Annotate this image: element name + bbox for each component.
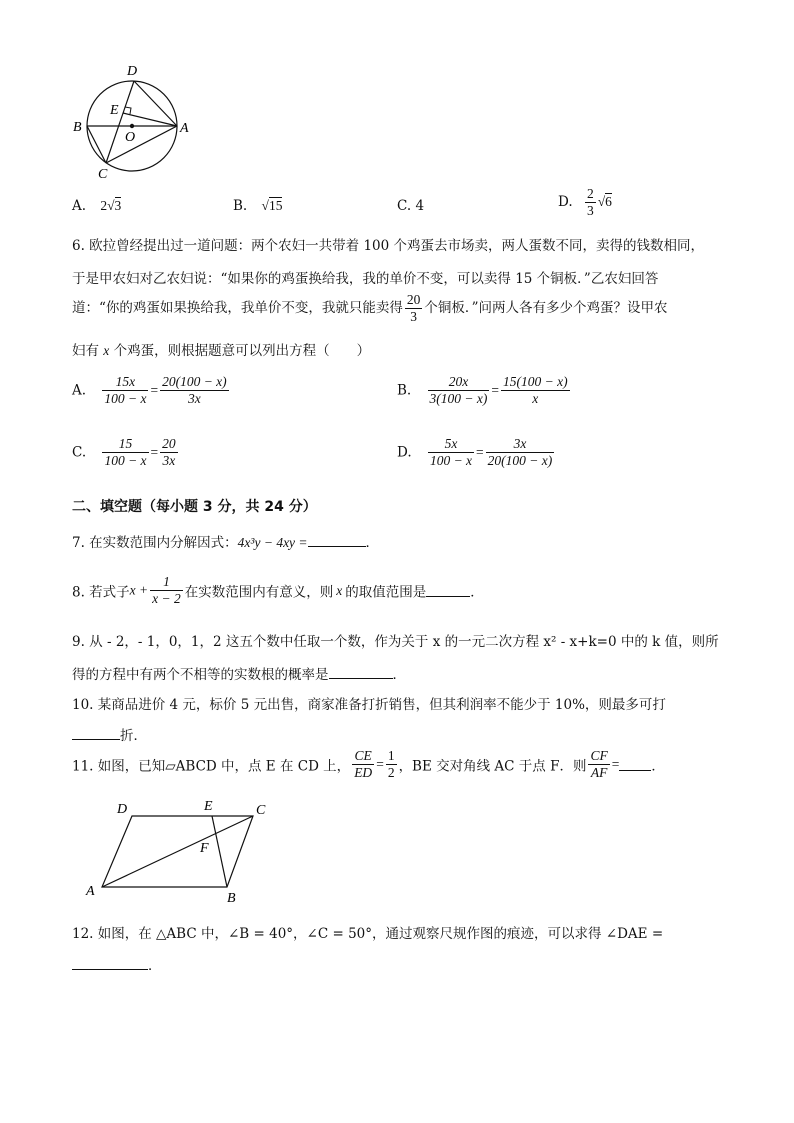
q11 [72,748,665,781]
label-c: C [256,803,266,818]
q6-line-3 [72,292,668,325]
radicand: 15 [268,198,283,213]
numerator: 20 [162,436,176,451]
denominator: x − 2 [152,591,181,606]
fraction-right [160,374,229,407]
equals: = [376,756,384,772]
numerator: 15x [102,374,148,391]
option-value: 4 [415,198,425,214]
denominator: 3 [586,203,594,218]
fraction-left [428,374,490,407]
option-label: B. [397,382,412,399]
equals: = [476,444,484,460]
label-e: E [110,103,119,118]
variable: x [103,343,110,358]
equals: = [150,382,159,398]
sqrt-sign: √ [107,198,115,213]
text: 道：“你的鸡蛋如果换给我，我单价不变，我就只能卖得 [72,300,403,316]
section-title: 二、填空题（每小题 3 分，共 24 分） [72,499,317,515]
numerator: 15 [102,436,148,453]
numerator: CE [352,748,374,765]
answer-blank[interactable] [329,666,393,679]
fraction-right [501,374,570,407]
denominator: 100 − x [104,453,147,468]
q6-line-2: 于是甲农妇对乙农妇说：“如果你的鸡蛋换给我，我的单价不变，可以卖得 15 个铜板．”乙农妇回答 [72,271,659,287]
fraction-cf-af [588,748,609,781]
radicand: 3 [114,198,122,213]
label-b: B [73,120,82,135]
q12-line-1: 12. 如图，在 △ABC 中，∠B = 40°，∠C = 50°，通过观察尺规作图的痕迹，可以求得 ∠DAE = [72,926,664,942]
option-label: C. [397,198,412,214]
label-a: A [86,884,95,899]
fraction-ce-ed [352,748,374,781]
denominator: 3x [162,453,176,468]
label-o: O [125,130,136,145]
answer-blank[interactable] [426,584,470,597]
center-dot [130,124,134,128]
text: 在实数范围内有意义，则 [184,584,334,601]
denominator: ED [354,765,373,780]
text: 得的方程中有两个不相等的实数根的概率是 [72,667,329,683]
q5-option-a [72,198,121,214]
fraction-right [486,436,555,469]
equals: = [491,382,499,398]
variable: x [336,582,343,598]
q5-option-b [233,198,282,214]
numerator: 20 [406,292,421,307]
parallelogram-figure [82,796,272,906]
answer-blank[interactable] [72,957,148,970]
right-angle-mark [125,107,131,114]
text: 个鸡蛋，则根据题意可以列出方程（ ） [113,343,371,359]
fraction-left [428,436,474,469]
numerator: 5x [428,436,474,453]
denominator: 20(100 − x) [487,453,553,468]
expression: x + [129,582,149,598]
q6-option-b [397,374,572,407]
text: 个铜板．”问两人各有多少个鸡蛋？设甲农 [424,300,668,316]
numerator: 15(100 − x) [502,374,568,389]
label-c: C [98,167,108,182]
text: ，BE 交对角线 AC 于点 F．则 [398,758,587,775]
q9-line-1: 9. 从 - 2，- 1，0，1，2 这五个数中任取一个数，作为关于 x 的一元二次方程 x² - x+k=0 中的 k 值，则所 [72,634,719,650]
text: ． [392,667,406,683]
fraction [585,186,596,219]
option-label: C. [72,444,87,461]
q6-line-4 [72,339,370,359]
denominator: x [532,391,539,406]
q9-line-2 [72,663,406,683]
q10-line-2 [72,724,147,744]
text: 折． [120,728,147,744]
q6-line-1: 6. 欧拉曾经提出过一道问题：两个农妇一共带着 100 个鸡蛋去市场卖，两人蛋数不同，卖得的钱数相同， [72,238,705,254]
fraction [405,292,423,325]
q10-line-1: 10. 某商品进价 4 元，标价 5 元出售，商家准备打折销售，但其利润率不能少于 10%，则最多可打 [72,697,666,713]
fraction-left [102,374,148,407]
text: 妇有 [72,343,99,359]
segment-be [212,816,227,887]
text: 7. 在实数范围内分解因式： [72,535,238,551]
numerator: CF [590,748,608,763]
fraction-right [160,436,178,469]
text: ． [148,958,162,974]
q5-option-c [397,198,424,214]
answer-blank[interactable] [619,758,651,771]
text: ． [470,584,484,601]
option-label: D. [558,194,573,210]
text: 的取值范围是 [345,584,427,601]
label-f: F [200,841,209,856]
equals: = [150,444,159,460]
denominator: 2 [387,765,395,780]
numerator: 3x [486,436,555,453]
option-label: D. [397,444,412,461]
label-e: E [204,799,213,814]
answer-blank[interactable] [72,727,120,740]
fraction-one-half [386,748,397,781]
denominator: 3(100 − x) [429,391,488,406]
sqrt-sign: √ [261,198,269,213]
q8 [72,574,484,607]
numerator: 1 [387,748,395,763]
text: ． [365,535,380,551]
text: ． [651,758,665,775]
fraction-left [102,436,148,469]
text: 11. 如图，已知▱ABCD 中，点 E 在 CD 上， [72,758,351,775]
numerator: 1 [150,574,183,591]
q6-option-a [72,374,231,407]
denominator: 100 − x [429,453,473,468]
denominator: 3 [410,309,418,324]
option-label: A. [72,382,87,399]
label-d: D [117,802,128,817]
text: 8. 若式子 [72,584,130,601]
denominator: 3x [188,391,201,406]
circle-figure [70,62,200,184]
equals: = [611,756,620,772]
label-b: B [227,891,236,906]
option-label: A. [72,198,87,214]
answer-blank[interactable] [308,534,366,547]
label-a: A [180,121,189,136]
q6-option-d [397,436,556,469]
fraction [150,574,183,607]
numerator: 2 [586,186,594,201]
q7 [72,531,379,551]
segment-bc [87,126,106,163]
coef: 2 [100,198,108,213]
radicand: 6 [605,194,612,209]
option-label: B. [233,198,248,214]
numerator: 20(100 − x) [162,374,227,389]
label-d: D [127,64,138,79]
q6-option-c [72,436,180,469]
expression: 4x³y − 4xy = [237,535,308,550]
q5-option-d [558,186,612,219]
denominator: AF [590,765,608,780]
denominator: 100 − x [104,391,147,406]
numerator: 20x [428,374,490,391]
sqrt-sign: √ [597,194,606,209]
q12-line-2 [72,954,162,974]
